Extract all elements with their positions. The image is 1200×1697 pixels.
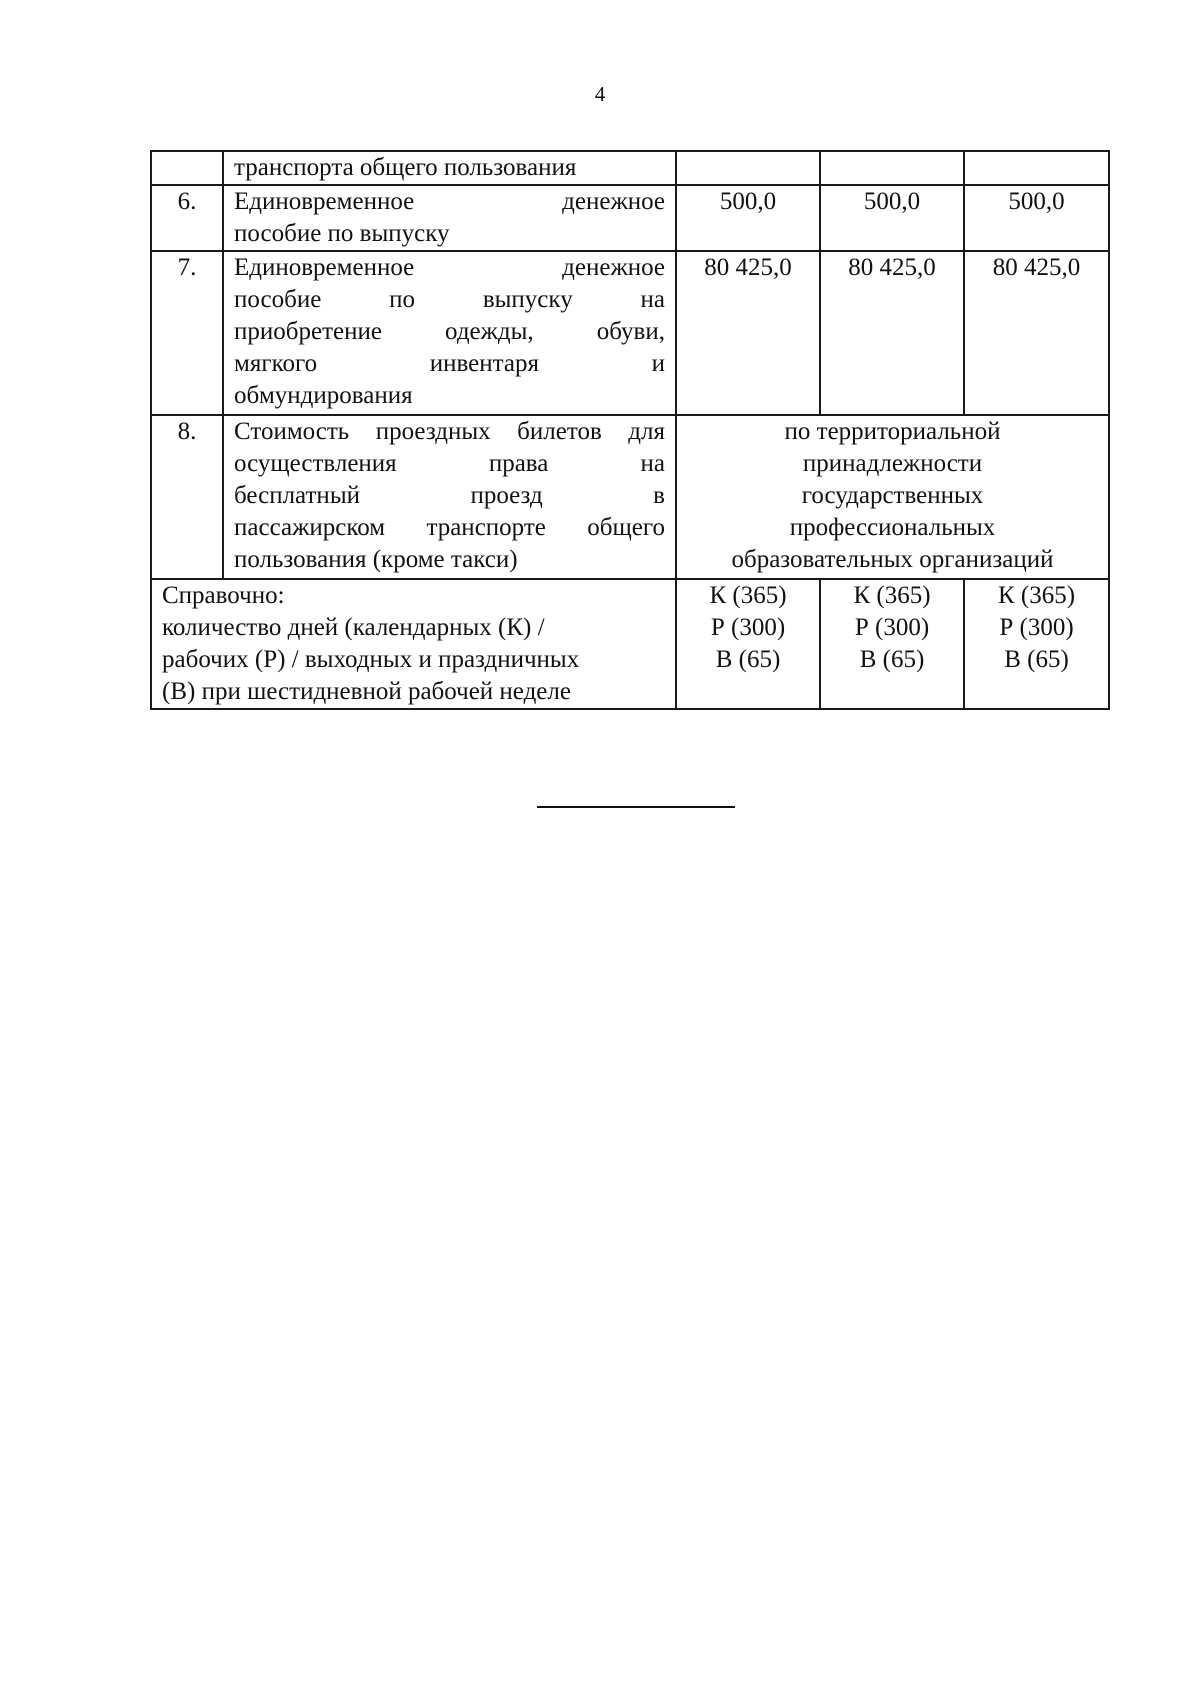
description-line: пособие по выпуску на — [234, 286, 665, 313]
row-description — [223, 151, 676, 185]
description-line: мягкого инвентаря и — [234, 350, 665, 377]
days-working: Р (300) — [710, 614, 786, 641]
value-cell: 80 425,0 — [964, 251, 1109, 415]
description-line: осуществления права на — [234, 450, 665, 477]
reference-line: количество дней (календарных (К) / — [162, 614, 545, 641]
reference-value-cell — [820, 579, 964, 709]
description-line: приобретение одежды, обуви, — [234, 318, 665, 345]
row-description — [223, 251, 676, 415]
table-row — [151, 415, 1109, 579]
reference-value-cell — [676, 579, 820, 709]
value-cell — [820, 151, 964, 185]
value-cell — [964, 151, 1109, 185]
merged-line: принадлежности — [802, 450, 983, 477]
merged-line: образовательных организаций — [731, 546, 1054, 573]
description-line: пассажирском транспорте общего — [234, 514, 665, 541]
days-calendar: К (365) — [997, 582, 1076, 609]
end-divider — [537, 806, 735, 808]
row-description — [223, 185, 676, 251]
reference-description — [151, 579, 676, 709]
value-cell: 80 425,0 — [820, 251, 964, 415]
table-row — [151, 185, 1109, 251]
description-line: обмундирования — [234, 382, 413, 409]
days-working: Р (300) — [999, 614, 1074, 641]
value-cell: 500,0 — [820, 185, 964, 251]
days-calendar: К (365) — [853, 582, 931, 609]
merged-value-cell — [676, 415, 1109, 579]
description-line: пользования (кроме такси) — [234, 546, 518, 573]
row-number: 6. — [151, 185, 223, 251]
description-line: Стоимость проездных билетов для — [234, 418, 665, 445]
reference-line: Справочно: — [162, 582, 285, 609]
row-description — [223, 415, 676, 579]
days-off: В (65) — [715, 646, 781, 673]
reference-line: рабочих (Р) / выходных и праздничных — [162, 646, 580, 673]
merged-line: по территориальной — [784, 418, 1001, 445]
days-working: Р (300) — [854, 614, 930, 641]
merged-line: государственных — [801, 482, 984, 509]
days-off: В (65) — [859, 646, 925, 673]
description-line: бесплатный проезд в — [234, 482, 665, 509]
table-row — [151, 251, 1109, 415]
page-number: 4 — [594, 82, 606, 106]
value-cell — [676, 151, 820, 185]
row-number: 7. — [151, 251, 223, 415]
reference-row — [151, 579, 1109, 709]
allowance-table — [150, 150, 1110, 710]
description-line: пособие по выпуску — [234, 220, 450, 247]
description-line: Единовременное денежное — [234, 254, 665, 281]
description-line: Единовременное денежное — [234, 188, 665, 215]
table-row — [151, 151, 1109, 185]
row-number — [151, 151, 223, 185]
reference-value-cell — [964, 579, 1109, 709]
value-cell: 500,0 — [676, 185, 820, 251]
value-cell: 80 425,0 — [676, 251, 820, 415]
merged-line: профессиональных — [789, 514, 996, 541]
description-line: транспорта общего пользования — [234, 154, 577, 181]
value-cell: 500,0 — [964, 185, 1109, 251]
row-number: 8. — [151, 415, 223, 579]
days-calendar: К (365) — [709, 582, 787, 609]
days-off: В (65) — [1004, 646, 1069, 673]
reference-line: (В) при шестидневной рабочей неделе — [162, 678, 571, 705]
